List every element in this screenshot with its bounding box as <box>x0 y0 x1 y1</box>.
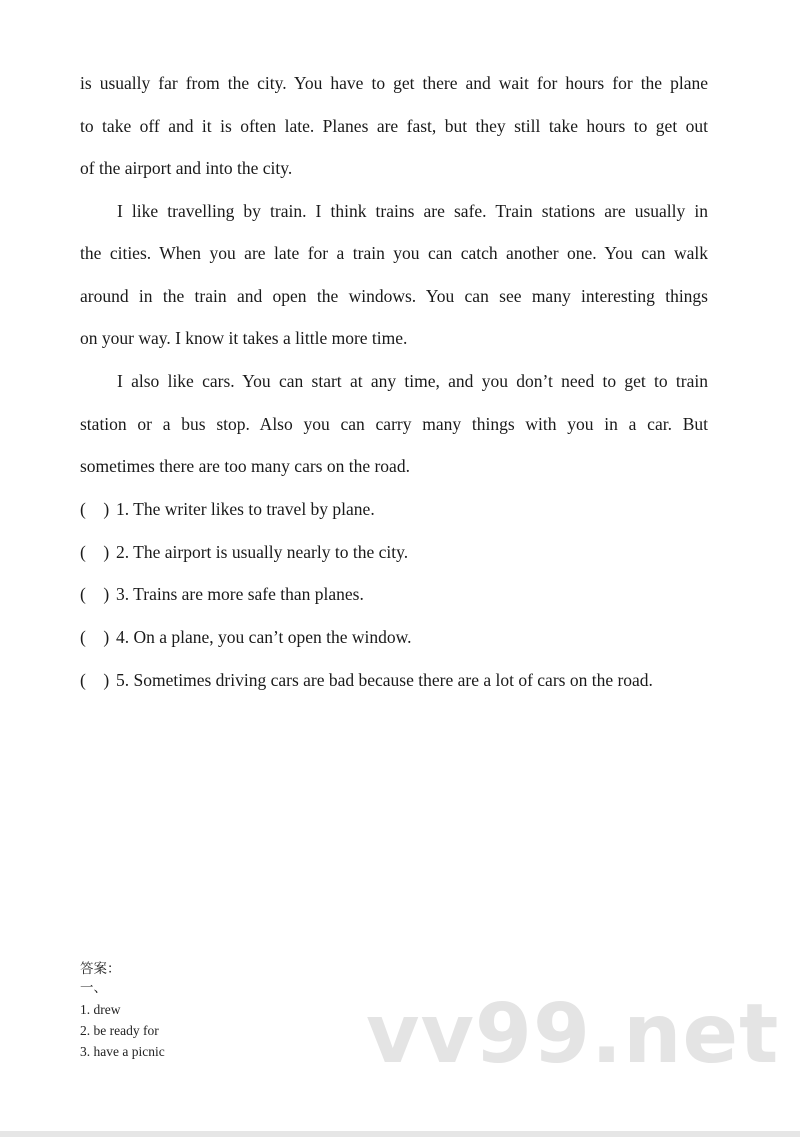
passage-line: station or a bus stop. Also you can carry many things with you in a car. But <box>80 414 708 434</box>
question-text: 5. Sometimes driving cars are bad because there are a lot of cars on the road. <box>116 670 653 690</box>
question-item <box>80 583 708 605</box>
passage-line: I also like cars. You can start at any time, and you don’t need to get to train <box>117 371 708 391</box>
question-text: 4. On a plane, you can’t open the window. <box>116 627 412 647</box>
passage-line: I like travelling by train. I think trains are safe. Train stations are usually in <box>117 201 708 221</box>
question-item <box>80 541 708 563</box>
answer-blank[interactable]: ( ) <box>80 499 110 519</box>
question-text: 1. The writer likes to travel by plane. <box>116 499 375 519</box>
answer-blank[interactable]: ( ) <box>80 627 110 647</box>
answer-item: 1. drew <box>80 1002 121 1017</box>
answer-blank[interactable]: ( ) <box>80 542 110 562</box>
question-item <box>80 626 708 648</box>
answer-item: 2. be ready for <box>80 1023 159 1038</box>
question-item <box>80 498 708 520</box>
answers-heading: 答案： <box>80 961 121 976</box>
question-text: 2. The airport is usually nearly to the city. <box>116 542 409 562</box>
question-item <box>80 669 708 691</box>
passage-line: on your way. I know it takes a little more time. <box>80 328 408 348</box>
question-text: 3. Trains are more safe than planes. <box>116 584 364 604</box>
passage-line: the cities. When you are late for a train you can catch another one. You can walk <box>80 243 708 263</box>
watermark: vv99.net <box>366 987 780 1082</box>
passage-line: sometimes there are too many cars on the road. <box>80 456 410 476</box>
passage-line: to take off and it is often late. Planes are fast, but they still take hours to get out <box>80 116 708 136</box>
answers-section-label: 一、 <box>80 980 107 995</box>
answer-item: 3. have a picnic <box>80 1044 165 1059</box>
answer-blank[interactable]: ( ) <box>80 584 110 604</box>
page-bottom-edge <box>0 1131 800 1137</box>
passage-line: around in the train and open the windows. You can see many interesting things <box>80 286 708 306</box>
passage-line: is usually far from the city. You have to get there and wait for hours for the plane <box>80 73 708 93</box>
answer-blank[interactable]: ( ) <box>80 670 110 690</box>
passage-line: of the airport and into the city. <box>80 158 293 178</box>
